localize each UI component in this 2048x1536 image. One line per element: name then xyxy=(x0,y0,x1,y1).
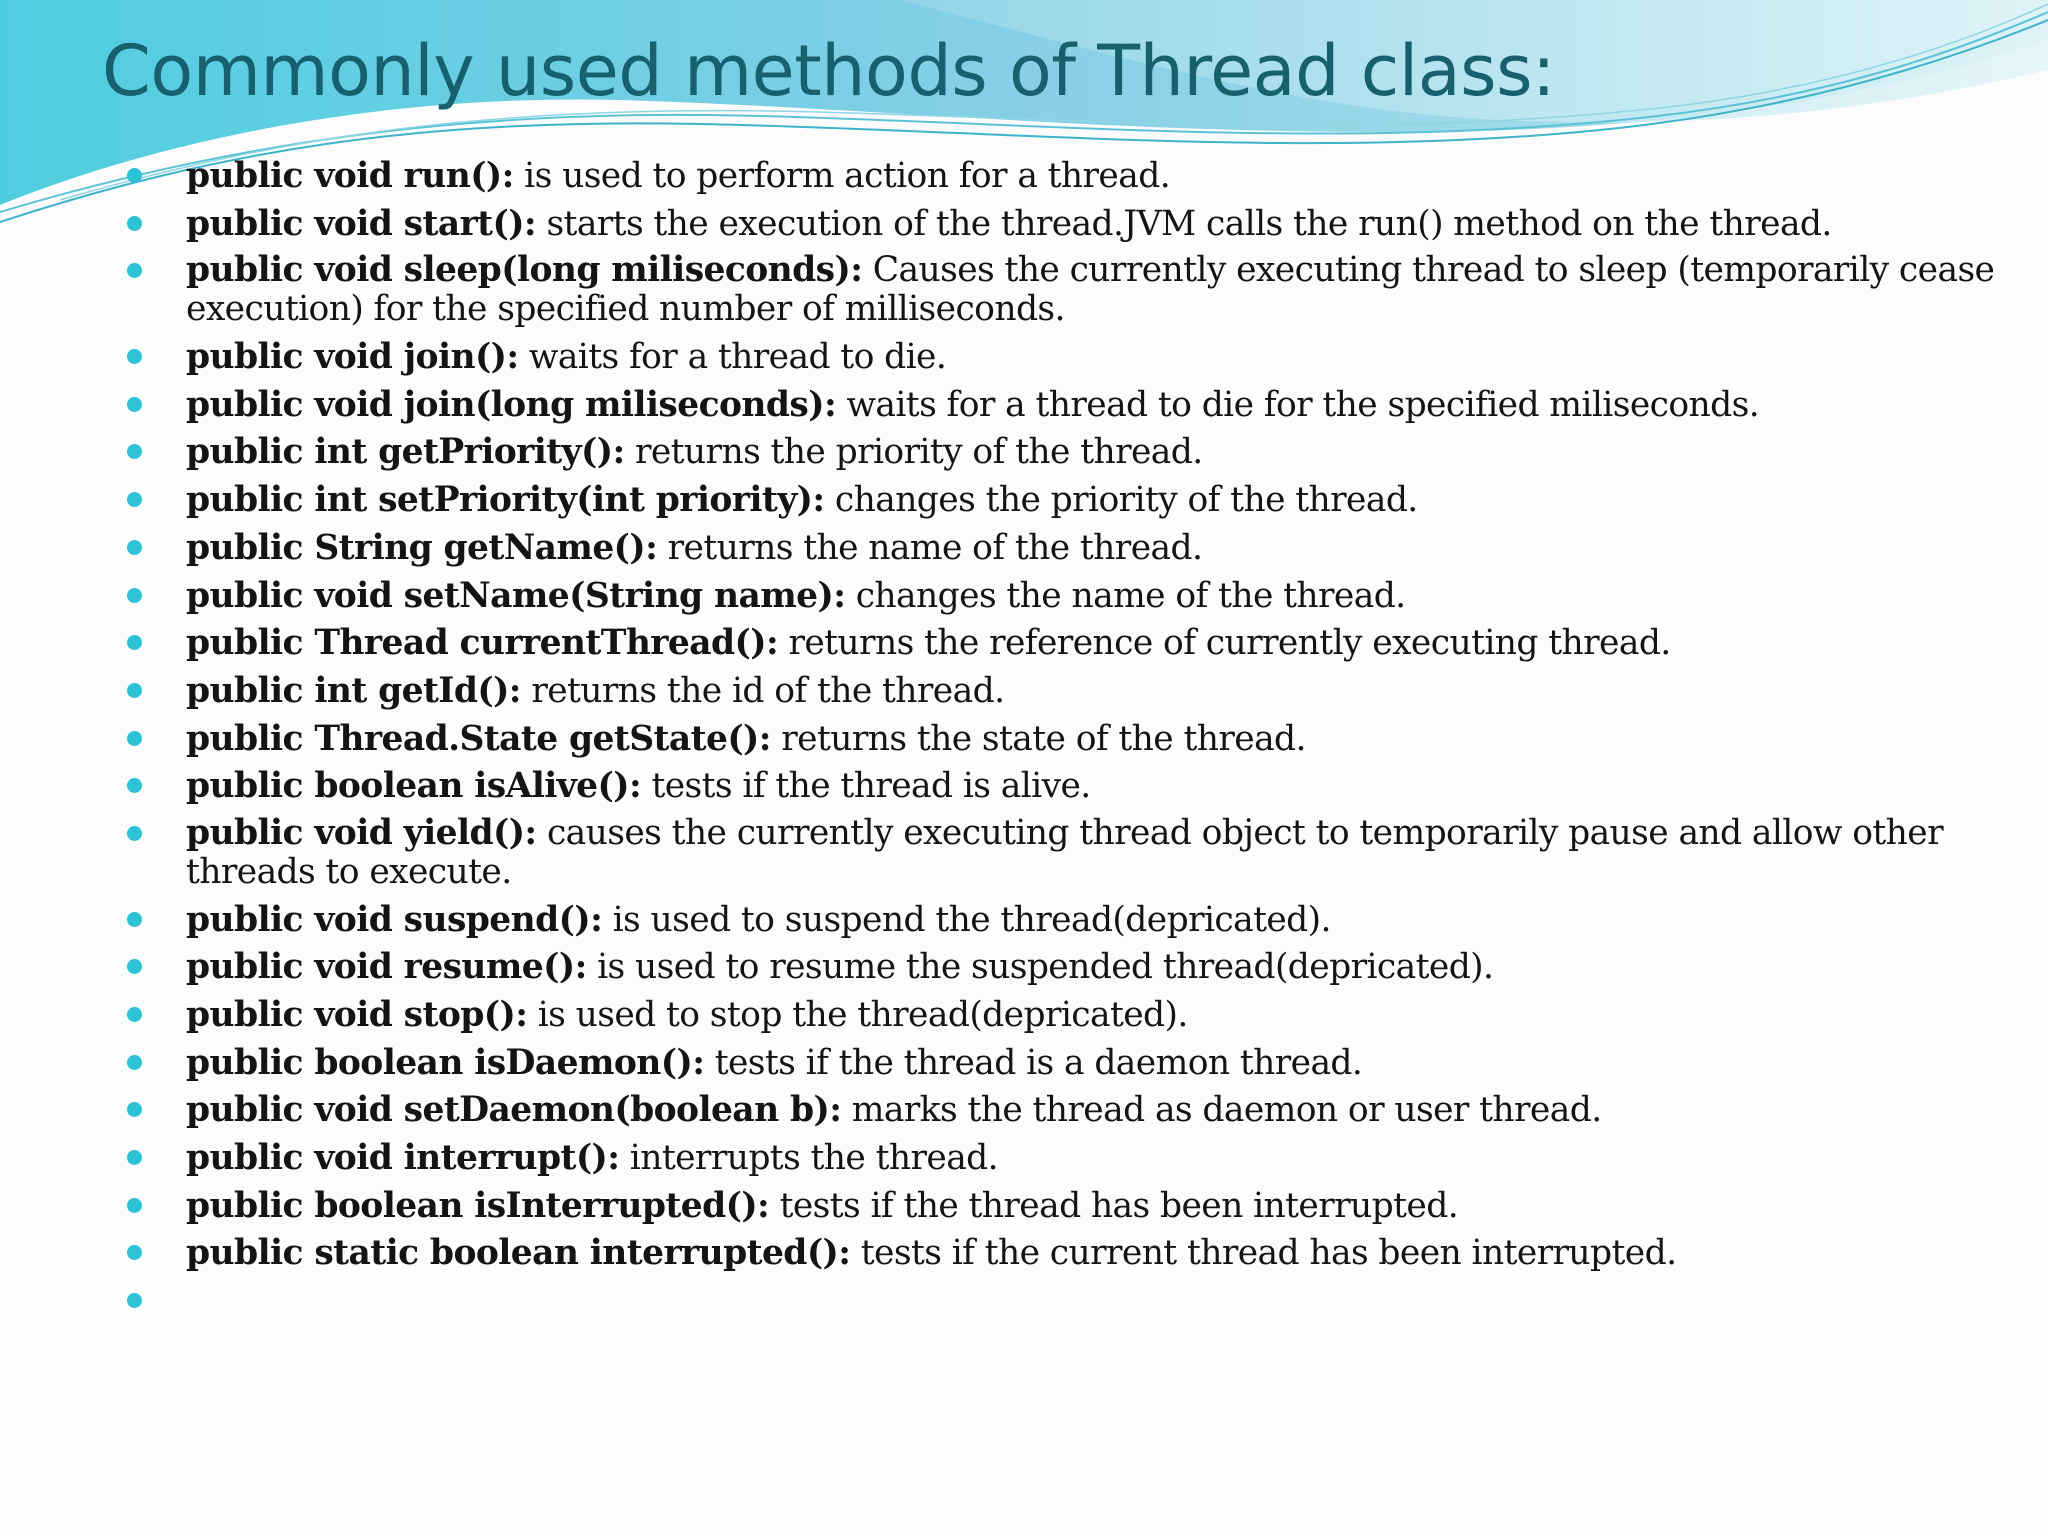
bullet-icon xyxy=(127,1007,142,1022)
method-item-set-daemon xyxy=(124,1090,2004,1130)
method-item-yield xyxy=(124,814,2004,892)
method-item-interrupted xyxy=(124,1233,2004,1273)
method-item-run xyxy=(124,156,2004,196)
method-description: returns the state of the thread. xyxy=(770,718,1306,759)
method-item-stop xyxy=(124,995,2004,1035)
method-item-join-ms xyxy=(124,385,2004,425)
bullet-icon xyxy=(127,635,142,650)
method-signature: public Thread currentThread(): xyxy=(186,623,779,664)
method-description: Causes the currently executing thread to sleep (temporarily cease execution) for the specified number of milliseconds. xyxy=(186,250,1995,330)
method-item-current-thread xyxy=(124,623,2004,663)
bullet-icon xyxy=(127,826,142,841)
method-item-is-alive xyxy=(124,766,2004,806)
method-signature: public int getPriority(): xyxy=(186,432,625,473)
method-description: returns the reference of currently executing thread. xyxy=(778,623,1671,664)
bullet-icon xyxy=(127,588,142,603)
slide-title: Commonly used methods of Thread class: xyxy=(102,30,1556,112)
method-item-get-name xyxy=(124,528,2004,568)
bullet-icon xyxy=(127,492,142,507)
method-description: waits for a thread to die. xyxy=(518,337,947,378)
bullet-icon xyxy=(127,444,142,459)
method-signature: public void join(): xyxy=(186,337,519,378)
bullet-icon xyxy=(127,731,142,746)
method-description: starts the execution of the thread.JVM calls the run() method on the thread. xyxy=(536,203,1832,244)
method-description: tests if the thread is alive. xyxy=(641,766,1091,807)
method-description: returns the name of the thread. xyxy=(657,527,1203,568)
bullet-icon xyxy=(127,912,142,927)
method-item-interrupt xyxy=(124,1138,2004,1178)
bullet-icon xyxy=(127,683,142,698)
method-signature: public void suspend(): xyxy=(186,899,603,940)
method-description: returns the priority of the thread. xyxy=(624,432,1203,473)
bullet-icon xyxy=(127,778,142,793)
method-description: tests if the thread has been interrupted. xyxy=(769,1185,1459,1226)
method-description: is used to resume the suspended thread(depricated). xyxy=(586,947,1494,988)
method-description: returns the id of the thread. xyxy=(520,670,1005,711)
method-signature: public void start(): xyxy=(186,203,537,244)
method-signature: public void stop(): xyxy=(186,995,528,1035)
bullet-icon xyxy=(127,1198,142,1213)
method-item-sleep xyxy=(124,251,2004,329)
bullet-icon xyxy=(127,959,142,974)
bullet-icon xyxy=(127,1245,142,1260)
method-description: marks the thread as daemon or user thread. xyxy=(841,1090,1602,1131)
method-description: interrupts the thread. xyxy=(619,1138,999,1179)
method-description: waits for a thread to die for the specified miliseconds. xyxy=(836,384,1760,425)
method-signature: public boolean isAlive(): xyxy=(186,766,642,807)
method-item-get-id xyxy=(124,671,2004,711)
method-item-is-interrupted xyxy=(124,1186,2004,1226)
method-item-get-priority xyxy=(124,432,2004,472)
bullet-icon xyxy=(127,1055,142,1070)
method-description: is used to suspend the thread(depricated). xyxy=(602,899,1331,940)
method-item-is-daemon xyxy=(124,1043,2004,1083)
method-item-set-name xyxy=(124,576,2004,616)
method-signature: public void setDaemon(boolean b): xyxy=(186,1090,842,1131)
bullet-icon xyxy=(127,263,142,278)
method-signature: public int getId(): xyxy=(186,670,521,711)
bullet-icon xyxy=(127,540,142,555)
bullet-icon xyxy=(127,216,142,231)
method-signature: public static boolean interrupted(): xyxy=(186,1233,851,1274)
method-description: is used to stop the thread(depricated). xyxy=(527,995,1188,1035)
bullet-icon xyxy=(127,397,142,412)
method-description: is used to perform action for a thread. xyxy=(513,156,1171,196)
method-signature: public int setPriority(int priority): xyxy=(186,480,825,521)
method-item-set-priority xyxy=(124,480,2004,520)
method-signature: public void sleep(long miliseconds): xyxy=(186,250,863,291)
method-list xyxy=(124,156,2004,1329)
method-description: changes the priority of the thread. xyxy=(824,480,1418,521)
method-signature: public void run(): xyxy=(186,156,514,196)
method-item-start xyxy=(124,204,2004,244)
method-signature: public Thread.State getState(): xyxy=(186,718,771,759)
method-description: causes the currently executing thread object to temporarily pause and allow other threads to execute. xyxy=(186,812,1943,892)
bullet-icon xyxy=(127,349,142,364)
method-item-suspend xyxy=(124,900,2004,940)
method-description: tests if the current thread has been interrupted. xyxy=(850,1233,1677,1274)
method-signature: public void interrupt(): xyxy=(186,1138,620,1179)
empty-list-item xyxy=(124,1281,2004,1321)
method-signature: public void setName(String name): xyxy=(186,575,846,616)
method-signature: public void resume(): xyxy=(186,947,587,988)
method-signature: public void yield(): xyxy=(186,812,537,853)
method-item-get-state xyxy=(124,719,2004,759)
method-signature: public String getName(): xyxy=(186,527,658,568)
method-item-resume xyxy=(124,947,2004,987)
method-signature: public boolean isDaemon(): xyxy=(186,1042,705,1083)
method-description: changes the name of the thread. xyxy=(845,575,1406,616)
method-item-join xyxy=(124,337,2004,377)
method-signature: public void join(long miliseconds): xyxy=(186,384,837,425)
method-description: tests if the thread is a daemon thread. xyxy=(704,1042,1363,1083)
method-signature: public boolean isInterrupted(): xyxy=(186,1185,770,1226)
bullet-icon xyxy=(127,1102,142,1117)
bullet-icon xyxy=(127,1293,142,1308)
bullet-icon xyxy=(127,168,142,183)
bullet-icon xyxy=(127,1150,142,1165)
